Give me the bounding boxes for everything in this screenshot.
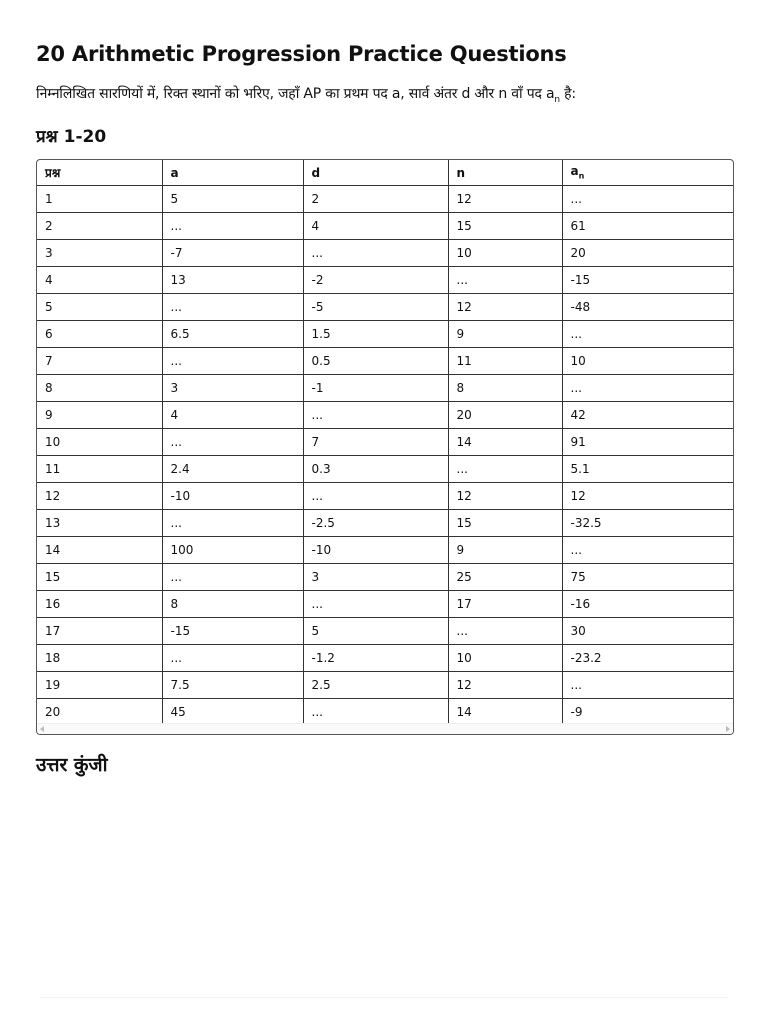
table-row (37, 429, 733, 456)
cell-a: ... (162, 294, 303, 321)
cell-d: -2.5 (303, 510, 448, 537)
cell-an: 12 (562, 483, 733, 510)
cell-question: 7 (37, 348, 162, 375)
cell-n: 15 (448, 213, 562, 240)
cell-d: 7 (303, 429, 448, 456)
table-row (37, 618, 733, 645)
table-row (37, 213, 733, 240)
cell-d: -2 (303, 267, 448, 294)
cell-an: ... (562, 186, 733, 213)
cell-a: 13 (162, 267, 303, 294)
cell-a: 3 (162, 375, 303, 402)
cell-a: 8 (162, 591, 303, 618)
table-row (37, 402, 733, 429)
cell-a: 6.5 (162, 321, 303, 348)
cell-d: ... (303, 699, 448, 726)
cell-an: -16 (562, 591, 733, 618)
cell-d: -1 (303, 375, 448, 402)
cell-a: 100 (162, 537, 303, 564)
cell-d: -10 (303, 537, 448, 564)
cell-d: 0.3 (303, 456, 448, 483)
cell-d: 1.5 (303, 321, 448, 348)
cell-an: 61 (562, 213, 733, 240)
cell-question: 15 (37, 564, 162, 591)
cell-n: ... (448, 618, 562, 645)
intro-subscript: n (554, 94, 560, 105)
page-divider (40, 997, 728, 998)
cell-a: 7.5 (162, 672, 303, 699)
cell-d: ... (303, 483, 448, 510)
cell-an: ... (562, 672, 733, 699)
cell-an: 5.1 (562, 456, 733, 483)
header-question: प्रश्न (37, 160, 162, 186)
cell-an: 75 (562, 564, 733, 591)
cell-n: 14 (448, 429, 562, 456)
cell-d: 4 (303, 213, 448, 240)
table-header-row (37, 160, 733, 186)
cell-an: 10 (562, 348, 733, 375)
cell-a: ... (162, 348, 303, 375)
cell-an: ... (562, 321, 733, 348)
cell-d: ... (303, 402, 448, 429)
table-row (37, 456, 733, 483)
cell-question: 19 (37, 672, 162, 699)
cell-question: 1 (37, 186, 162, 213)
cell-question: 16 (37, 591, 162, 618)
cell-a: ... (162, 213, 303, 240)
cell-a: 5 (162, 186, 303, 213)
cell-n: 12 (448, 483, 562, 510)
cell-question: 2 (37, 213, 162, 240)
table-row (37, 591, 733, 618)
cell-question: 12 (37, 483, 162, 510)
table-row (37, 186, 733, 213)
cell-an: -15 (562, 267, 733, 294)
cell-a: ... (162, 645, 303, 672)
table-row (37, 267, 733, 294)
cell-n: 11 (448, 348, 562, 375)
cell-an: -9 (562, 699, 733, 726)
cell-a: 2.4 (162, 456, 303, 483)
cell-n: ... (448, 267, 562, 294)
cell-a: -15 (162, 618, 303, 645)
table-row (37, 321, 733, 348)
scroll-right-arrow-icon[interactable] (726, 726, 730, 732)
cell-an: -48 (562, 294, 733, 321)
horizontal-scrollbar[interactable] (37, 723, 733, 734)
cell-d: 2.5 (303, 672, 448, 699)
cell-n: 10 (448, 645, 562, 672)
cell-d: ... (303, 591, 448, 618)
table-row (37, 294, 733, 321)
questions-table (37, 160, 733, 726)
cell-n: 9 (448, 537, 562, 564)
header-an-base: a (570, 164, 579, 179)
questions-table-container[interactable] (36, 159, 734, 735)
table-row (37, 483, 733, 510)
cell-n: 8 (448, 375, 562, 402)
cell-question: 17 (37, 618, 162, 645)
cell-a: ... (162, 564, 303, 591)
header-an-sub: n (578, 171, 585, 181)
cell-n: 17 (448, 591, 562, 618)
cell-d: 2 (303, 186, 448, 213)
table-row (37, 699, 733, 726)
table-row (37, 348, 733, 375)
table-row (37, 510, 733, 537)
answer-key-heading: उत्तर कुंजी (36, 754, 108, 776)
cell-an: 42 (562, 402, 733, 429)
header-a: a (162, 160, 303, 186)
cell-question: 4 (37, 267, 162, 294)
cell-n: 12 (448, 294, 562, 321)
cell-question: 10 (37, 429, 162, 456)
header-d: d (303, 160, 448, 186)
cell-question: 18 (37, 645, 162, 672)
cell-an: 30 (562, 618, 733, 645)
cell-d: -5 (303, 294, 448, 321)
cell-an: 91 (562, 429, 733, 456)
cell-n: 25 (448, 564, 562, 591)
table-body (37, 186, 733, 726)
cell-an: -23.2 (562, 645, 733, 672)
cell-question: 8 (37, 375, 162, 402)
cell-n: 14 (448, 699, 562, 726)
cell-d: 0.5 (303, 348, 448, 375)
cell-d: ... (303, 240, 448, 267)
scroll-left-arrow-icon[interactable] (40, 726, 44, 732)
cell-question: 6 (37, 321, 162, 348)
cell-d: -1.2 (303, 645, 448, 672)
table-row (37, 537, 733, 564)
cell-n: 12 (448, 186, 562, 213)
cell-an: ... (562, 537, 733, 564)
table-row (37, 240, 733, 267)
cell-question: 5 (37, 294, 162, 321)
table-row (37, 375, 733, 402)
header-n: n (448, 160, 562, 186)
header-an (562, 160, 733, 186)
cell-question: 14 (37, 537, 162, 564)
cell-d: 3 (303, 564, 448, 591)
cell-n: 15 (448, 510, 562, 537)
cell-a: -7 (162, 240, 303, 267)
table-row (37, 564, 733, 591)
cell-n: 12 (448, 672, 562, 699)
section-heading: प्रश्न 1-20 (36, 127, 107, 147)
cell-n: 9 (448, 321, 562, 348)
table-row (37, 672, 733, 699)
cell-an: ... (562, 375, 733, 402)
cell-a: -10 (162, 483, 303, 510)
cell-an: -32.5 (562, 510, 733, 537)
cell-question: 13 (37, 510, 162, 537)
cell-an: 20 (562, 240, 733, 267)
cell-a: 45 (162, 699, 303, 726)
cell-d: 5 (303, 618, 448, 645)
table-row (37, 645, 733, 672)
cell-question: 20 (37, 699, 162, 726)
intro-text (36, 84, 576, 105)
intro-text-end: है: (559, 86, 576, 102)
cell-question: 3 (37, 240, 162, 267)
page-title: 20 Arithmetic Progression Practice Questions (36, 42, 567, 66)
intro-text-main: निम्नलिखित सारणियों में, रिक्त स्थानों को भरिए, जहाँ AP का प्रथम पद a, सार्व अंतर d और n वाँ पद a (36, 86, 555, 102)
cell-a: ... (162, 429, 303, 456)
cell-a: 4 (162, 402, 303, 429)
cell-n: ... (448, 456, 562, 483)
cell-question: 11 (37, 456, 162, 483)
cell-n: 10 (448, 240, 562, 267)
cell-question: 9 (37, 402, 162, 429)
cell-n: 20 (448, 402, 562, 429)
cell-a: ... (162, 510, 303, 537)
